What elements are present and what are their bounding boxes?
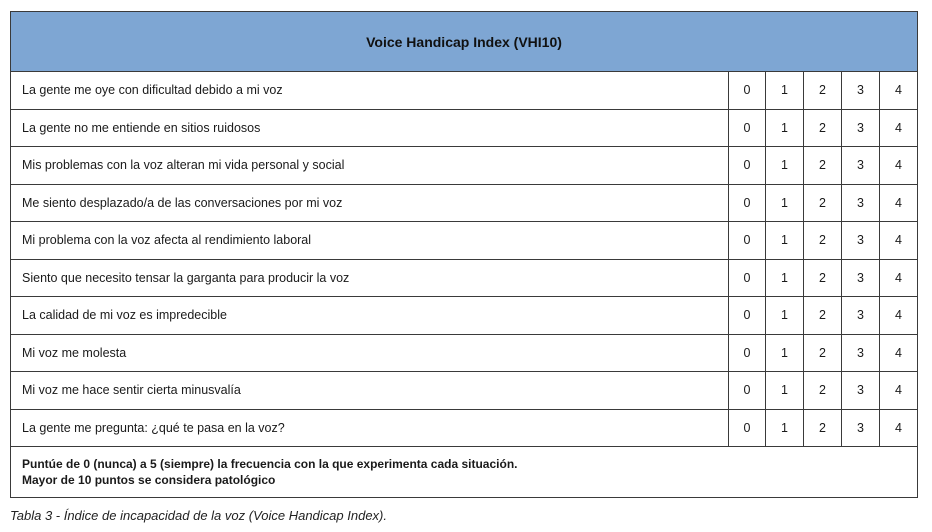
score-option-1: 1 [766, 259, 804, 297]
score-option-2: 2 [804, 109, 842, 147]
score-option-1: 1 [766, 72, 804, 110]
table-row [11, 409, 918, 447]
score-option-0: 0 [729, 334, 766, 372]
score-option-0: 0 [729, 72, 766, 110]
score-option-3: 3 [842, 334, 880, 372]
score-option-2: 2 [804, 184, 842, 222]
score-option-2: 2 [804, 297, 842, 335]
score-option-3: 3 [842, 297, 880, 335]
table-body [11, 72, 918, 447]
score-option-2: 2 [804, 334, 842, 372]
score-option-0: 0 [729, 184, 766, 222]
score-option-1: 1 [766, 184, 804, 222]
score-option-4: 4 [880, 109, 918, 147]
table-row [11, 334, 918, 372]
score-option-4: 4 [880, 184, 918, 222]
score-option-4: 4 [880, 259, 918, 297]
score-option-4: 4 [880, 372, 918, 410]
score-option-2: 2 [804, 222, 842, 260]
score-option-3: 3 [842, 372, 880, 410]
score-option-0: 0 [729, 147, 766, 185]
score-option-2: 2 [804, 259, 842, 297]
score-option-1: 1 [766, 334, 804, 372]
table-footer [11, 447, 918, 498]
table-header-row [11, 12, 918, 72]
item-text: La gente me oye con dificultad debido a mi voz [11, 72, 729, 110]
score-option-0: 0 [729, 409, 766, 447]
score-option-1: 1 [766, 147, 804, 185]
score-option-0: 0 [729, 222, 766, 260]
score-option-4: 4 [880, 334, 918, 372]
score-option-1: 1 [766, 297, 804, 335]
item-text: Mi problema con la voz afecta al rendimiento laboral [11, 222, 729, 260]
score-option-1: 1 [766, 109, 804, 147]
table-caption: Tabla 3 - Índice de incapacidad de la voz (Voice Handicap Index). [10, 508, 387, 523]
table-row [11, 222, 918, 260]
item-text: Siento que necesito tensar la garganta para producir la voz [11, 259, 729, 297]
footer-threshold: Mayor de 10 puntos se considera patológico [22, 473, 276, 487]
item-text: La calidad de mi voz es impredecible [11, 297, 729, 335]
table-row [11, 109, 918, 147]
score-option-4: 4 [880, 297, 918, 335]
score-option-1: 1 [766, 372, 804, 410]
score-option-0: 0 [729, 259, 766, 297]
score-option-0: 0 [729, 109, 766, 147]
score-option-0: 0 [729, 297, 766, 335]
score-option-3: 3 [842, 409, 880, 447]
item-text: Mi voz me molesta [11, 334, 729, 372]
score-option-4: 4 [880, 147, 918, 185]
score-option-2: 2 [804, 409, 842, 447]
table-footer-row [11, 447, 918, 498]
score-option-1: 1 [766, 222, 804, 260]
item-text: Mi voz me hace sentir cierta minusvalía [11, 372, 729, 410]
score-option-2: 2 [804, 372, 842, 410]
score-option-2: 2 [804, 72, 842, 110]
item-text: Mis problemas con la voz alteran mi vida personal y social [11, 147, 729, 185]
footer-instruction: Puntúe de 0 (nunca) a 5 (siempre) la frecuencia con la que experimenta cada situación. [22, 457, 518, 471]
table-row [11, 372, 918, 410]
table-row [11, 184, 918, 222]
score-option-3: 3 [842, 184, 880, 222]
item-text: La gente me pregunta: ¿qué te pasa en la voz? [11, 409, 729, 447]
table-row [11, 72, 918, 110]
table-row [11, 259, 918, 297]
score-option-4: 4 [880, 222, 918, 260]
table-title: Voice Handicap Index (VHI10) [11, 12, 918, 72]
table-row [11, 147, 918, 185]
score-option-0: 0 [729, 372, 766, 410]
score-option-3: 3 [842, 222, 880, 260]
item-text: La gente no me entiende en sitios ruidosos [11, 109, 729, 147]
vhi-table [10, 11, 918, 498]
score-option-4: 4 [880, 72, 918, 110]
score-option-3: 3 [842, 259, 880, 297]
score-option-3: 3 [842, 147, 880, 185]
score-option-3: 3 [842, 72, 880, 110]
score-option-4: 4 [880, 409, 918, 447]
score-option-2: 2 [804, 147, 842, 185]
score-option-3: 3 [842, 109, 880, 147]
item-text: Me siento desplazado/a de las conversaciones por mi voz [11, 184, 729, 222]
table-row [11, 297, 918, 335]
score-option-1: 1 [766, 409, 804, 447]
